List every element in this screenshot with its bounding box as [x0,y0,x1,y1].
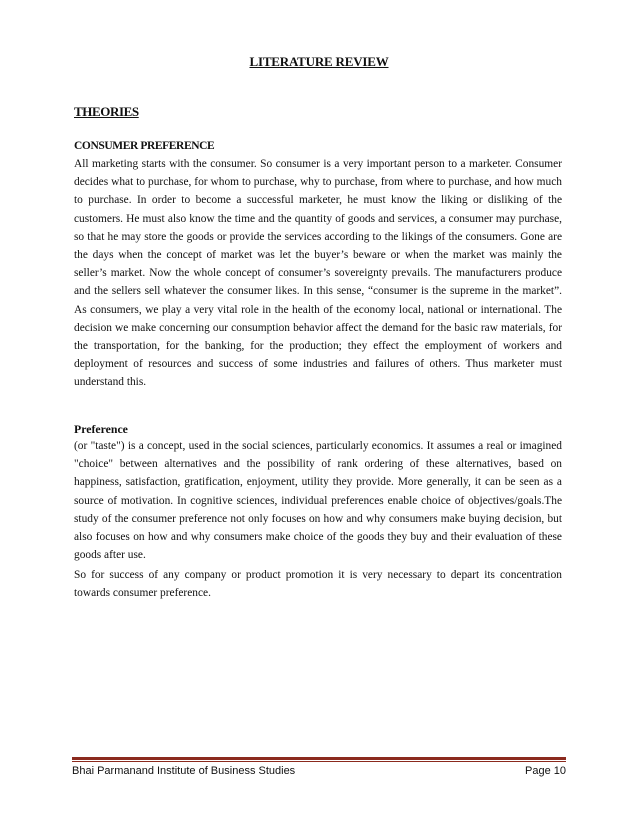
footer-institute: Bhai Parmanand Institute of Business Studies [72,765,296,777]
preference-paragraph: (or "taste") is a concept, used in the social sciences, particularly economics. It assumes a real or imagined "choice" between alternatives and the possibility of rank ordering of these alternatives, based on happiness, satisfaction, gratification, enjoyment, utility they provide. More generally, it can be seen as a source of motivation. In cognitive sciences, individual preferences enable choice of objectives/goals.The study of the consumer preference not only focuses on how and why consumers make buying decision, but also focuses on how and why consumers make choice of the goods they buy and their evaluation of these goods after use. [74,440,562,562]
section-heading-theories: THEORIES [74,104,139,119]
preference-heading: Preference [74,422,128,436]
footer-rule [72,757,566,762]
consumer-preference-paragraph: All marketing starts with the consumer. So consumer is a very important person to a marketer. Consumer decides what to purchase, for whom to purchase, why to purchase, from where to purchase, and how much to purchase. In order to become a successful marketer, he must know the liking or disliking of the customers. He must also know the time and the quantity of goods and services, a consumer may purchase, so that he may store the goods or provide the services according to the likings of the consumers. Gone are the days when the concept of market was let the buyer’s beware or when the market was mainly the seller’s market. Now the whole concept of consumer’s sovereignty prevails. The manufacturers produce and the sellers sell whatever the consumer likes. In this sense, “consumer is the supreme in the market”. As consumers, we play a very vital role in the health of the economy local, national or international. The decision we make concerning our consumption behavior affect the demand for the basic raw materials, for the transportation, for the banking, for the production; they effect the employment of workers and deployment of resources and success of some industries and failures of others. Thus marketer must understand this. [74,158,562,389]
consumer-preference-heading: CONSUMER PREFERENCE [74,140,215,152]
closing-paragraph: So for success of any company or product promotion it is very necessary to depart its concentration towards consumer preference. [74,569,562,600]
page-title: LITERATURE REVIEW [249,54,389,69]
page-number: Page 10 [525,765,566,777]
